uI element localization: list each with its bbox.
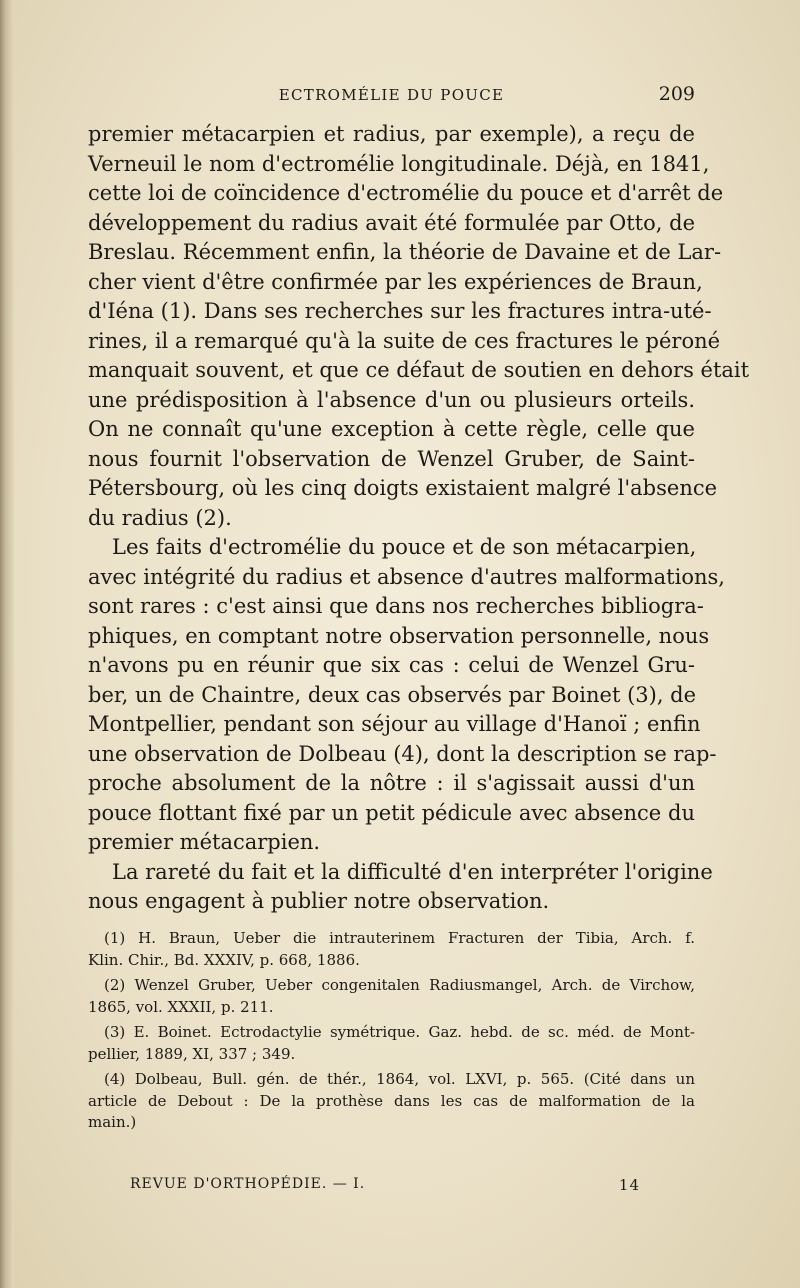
footnote-line: main.) (88, 1113, 137, 1131)
body-line: une prédisposition à l'absence d'un ou plusieurs orteils. (88, 387, 695, 412)
running-head-title: ECTROMÉLIE DU POUCE (278, 86, 505, 104)
body-line: avec intégrité du radius et absence d'autres malformations, (88, 564, 725, 589)
footnote-line: (1) H. Braun, Ueber die intrauterinem Fracturen der Tibia, Arch. f. (104, 929, 695, 947)
printer-signature (130, 1176, 640, 1200)
body-line: premier métacarpien. (88, 830, 321, 854)
body-text (88, 120, 750, 917)
footnote-line: pellier, 1889, XI, 337 ; 349. (88, 1044, 296, 1063)
body-line: phiques, en comptant notre observation personnelle, nous (88, 623, 710, 648)
body-line: du radius (2). (88, 505, 232, 530)
footnote-line: (2) Wenzel Gruber, Ueber congenitalen Radiusmangel, Arch. de Virchow, (104, 976, 695, 994)
body-line: premier métacarpien et radius, par exemple), a reçu de (88, 122, 695, 146)
body-line: ber, un de Chaintre, deux cas observés par Boinet (3), de (88, 682, 697, 707)
body-line: rines, il a remarqué qu'à la suite de ces fractures le péroné (88, 328, 721, 353)
body-line: nous fournit l'observation de Wenzel Gruber, de Saint- (88, 446, 695, 471)
body-line: Pétersbourg, où les cinq doigts existaient malgré l'absence (88, 476, 718, 500)
body-line: une observation de Dolbeau (4), dont la description se rap- (88, 741, 717, 766)
footnotes (88, 928, 695, 1134)
body-line: cher vient d'être confirmée par les expériences de Braun, (88, 269, 703, 294)
footnote-line: 1865, vol. XXXII, p. 211. (88, 997, 274, 1016)
journal-signature: REVUE D'ORTHOPÉDIE. — I. (130, 1176, 366, 1192)
page-binding-edge (0, 0, 14, 1288)
body-line: Verneuil le nom d'ectromélie longitudinale. Déjà, en 1841, (88, 151, 710, 176)
footnote-line: (4) Dolbeau, Bull. gén. de thér., 1864, vol. LXVI, p. 565. (Cité dans un (104, 1070, 695, 1088)
sheet-number: 14 (618, 1176, 640, 1194)
body-line: proche absolument de la nôtre : il s'agissait aussi d'un (88, 771, 695, 795)
body-line: cette loi de coïncidence d'ectromélie du pouce et d'arrêt de (88, 181, 724, 205)
running-head (88, 83, 695, 112)
body-line: Breslau. Récemment enfin, la théorie de Davaine et de Lar- (88, 240, 722, 264)
body-line: Montpellier, pendant son séjour au village d'Hanoï ; enfin (88, 712, 701, 736)
body-line: sont rares : c'est ainsi que dans nos recherches bibliogra- (88, 594, 704, 618)
body-line: pouce flottant fixé par un petit pédicule avec absence du (88, 800, 695, 825)
body-line: manquait souvent, et que ce défaut de soutien en dehors était (88, 358, 750, 382)
body-line: n'avons pu en réunir que six cas : celui de Wenzel Gru- (88, 653, 695, 677)
footnote-line: (3) E. Boinet. Ectrodactylie symétrique. Gaz. hebd. de sc. méd. de Mont- (104, 1023, 695, 1041)
body-line: nous engagent à publier notre observation. (88, 889, 550, 913)
footnote-line: Klin. Chir., Bd. XXXIV, p. 668, 1886. (88, 950, 360, 969)
page-number: 209 (658, 83, 695, 105)
body-line: La rareté du fait et la difficulté d'en interpréter l'origine (112, 859, 713, 884)
body-line: d'Iéna (1). Dans ses recherches sur les fractures intra-uté- (88, 299, 712, 323)
body-line: Les faits d'ectromélie du pouce et de son métacarpien, (112, 535, 697, 559)
footnote-line: article de Debout : De la prothèse dans les cas de malformation de la (88, 1091, 695, 1110)
body-line: On ne connaît qu'une exception à cette règle, celle que (88, 417, 695, 441)
body-line: développement du radius avait été formulée par Otto, de (88, 210, 695, 235)
